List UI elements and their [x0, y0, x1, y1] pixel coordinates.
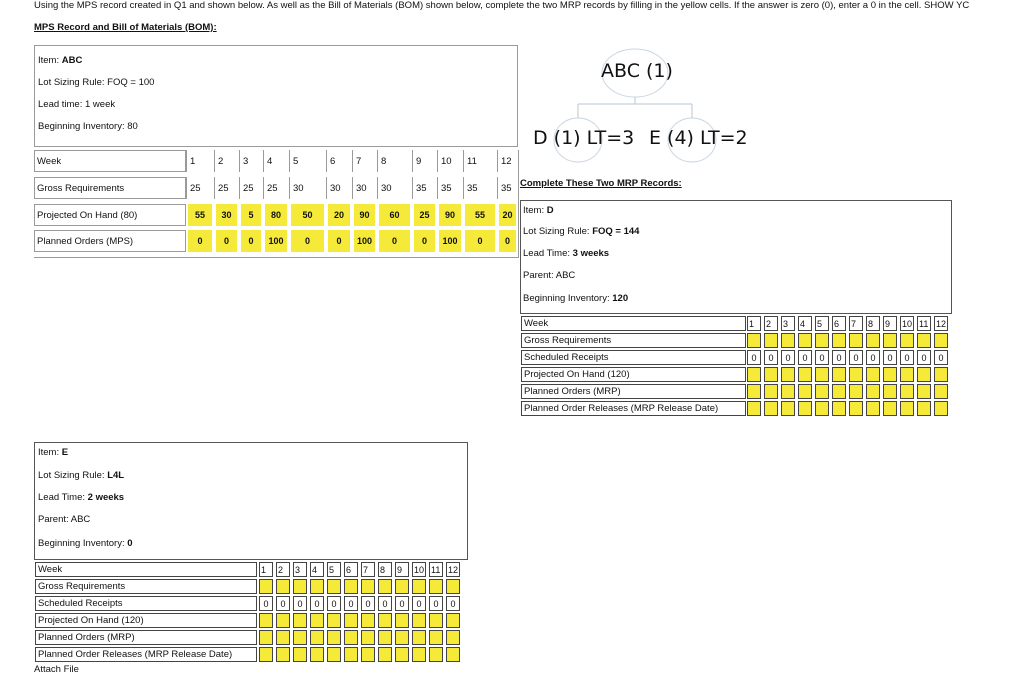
- mps-week-cell-12: 12: [497, 150, 518, 172]
- item-d-scheduled-cell-4: 0: [798, 350, 812, 365]
- item-e-input-cell-r3-w2[interactable]: [276, 613, 290, 628]
- mps-poh-cell-5: 50: [291, 204, 324, 226]
- item-d-scheduled-cell-9: 0: [883, 350, 897, 365]
- bom-child-e-label: E (4) LT=2: [649, 127, 748, 149]
- item-e-lead-value: 2 weeks: [87, 492, 125, 503]
- mps-planned-cell-7: 100: [354, 230, 375, 252]
- mps-week-cell-8: 8: [377, 150, 412, 172]
- item-e-input-cell-r4-w5[interactable]: [327, 630, 341, 645]
- item-d-input-cell-r4-w6[interactable]: [832, 384, 846, 399]
- item-e-input-cell-r5-w4[interactable]: [310, 647, 324, 662]
- item-d-input-cell-r1-w1[interactable]: [747, 333, 761, 348]
- item-d-input-cell-r5-w3[interactable]: [781, 401, 795, 416]
- item-d-beginning-inventory: [523, 293, 628, 304]
- bom-parent-label: ABC (1): [601, 60, 673, 82]
- item-e-scheduled-cell-1: 0: [259, 596, 273, 611]
- item-e-scheduled-cell-4: 0: [310, 596, 324, 611]
- item-e-scheduled-cell-6: 0: [344, 596, 358, 611]
- item-d-input-cell-r3-w10[interactable]: [900, 367, 914, 382]
- mps-planned-cell-9: 0: [414, 230, 435, 252]
- item-d-input-cell-r5-w1[interactable]: [747, 401, 761, 416]
- item-e-item-label: Item:: [38, 447, 60, 458]
- item-e-week-cell-3: 3: [293, 562, 307, 577]
- mps-row-week-label: Week: [34, 150, 186, 172]
- mps-gross-cell-8: 30: [377, 177, 412, 199]
- mps-lead-time: Lead time: 1 week: [38, 99, 116, 110]
- item-e-input-cell-r4-w11[interactable]: [429, 630, 443, 645]
- item-d-input-cell-r1-w11[interactable]: [917, 333, 931, 348]
- item-d-input-cell-r3-w6[interactable]: [832, 367, 846, 382]
- item-e-input-cell-r3-w8[interactable]: [378, 613, 392, 628]
- bom-child-d-label: D (1) LT=3: [533, 127, 635, 149]
- item-d-beg-value: 120: [612, 293, 629, 304]
- item-e-lot-sizing: [38, 470, 124, 481]
- mps-item-value: ABC: [61, 55, 83, 66]
- item-d-input-cell-r4-w3[interactable]: [781, 384, 795, 399]
- mps-poh-cell-11: 55: [465, 204, 495, 226]
- item-d-input-cell-r3-w5[interactable]: [815, 367, 829, 382]
- mps-week-cell-4: 4: [263, 150, 289, 172]
- item-d-input-cell-r5-w11[interactable]: [917, 401, 931, 416]
- item-d-input-cell-r4-w10[interactable]: [900, 384, 914, 399]
- attach-file-link[interactable]: Attach File: [34, 664, 79, 675]
- item-d-week-cell-9: 9: [883, 316, 897, 331]
- item-d-input-cell-r5-w2[interactable]: [764, 401, 778, 416]
- item-e-scheduled-cell-8: 0: [378, 596, 392, 611]
- item-e-row-label-5: Planned Order Releases (MRP Release Date): [35, 647, 257, 662]
- mps-planned-cell-3: 0: [241, 230, 261, 252]
- item-d-week-cell-5: 5: [815, 316, 829, 331]
- mps-section-title: MPS Record and Bill of Materials (BOM):: [34, 22, 217, 33]
- item-d-row-label-0: Week: [521, 316, 746, 331]
- item-e-input-cell-r1-w7[interactable]: [361, 579, 375, 594]
- item-e-input-cell-r5-w2[interactable]: [276, 647, 290, 662]
- item-d-row-label-5: Planned Order Releases (MRP Release Date): [521, 401, 746, 416]
- item-e-input-cell-r5-w12[interactable]: [446, 647, 460, 662]
- mps-week-cell-10: 10: [437, 150, 463, 172]
- item-d-item-label: Item:: [523, 205, 545, 216]
- item-d-input-cell-r3-w3[interactable]: [781, 367, 795, 382]
- item-e-input-cell-r3-w6[interactable]: [344, 613, 358, 628]
- item-d-input-cell-r1-w10[interactable]: [900, 333, 914, 348]
- mps-poh-cell-6: 20: [328, 204, 350, 226]
- item-d-input-cell-r3-w1[interactable]: [747, 367, 761, 382]
- item-e-input-cell-r3-w12[interactable]: [446, 613, 460, 628]
- item-d-week-cell-12: 12: [934, 316, 948, 331]
- mps-gross-cell-6: 30: [326, 177, 352, 199]
- item-e-scheduled-cell-5: 0: [327, 596, 341, 611]
- mps-poh-cell-1: 55: [188, 204, 212, 226]
- mps-poh-cell-10: 90: [439, 204, 461, 226]
- item-e-row-label-2: Scheduled Receipts: [35, 596, 257, 611]
- item-d-input-cell-r5-w12[interactable]: [934, 401, 948, 416]
- item-d-week-cell-4: 4: [798, 316, 812, 331]
- item-e-input-cell-r5-w10[interactable]: [412, 647, 426, 662]
- item-e-input-cell-r5-w1[interactable]: [259, 647, 273, 662]
- item-e-scheduled-cell-3: 0: [293, 596, 307, 611]
- item-e-scheduled-cell-2: 0: [276, 596, 290, 611]
- item-e-input-cell-r4-w12[interactable]: [446, 630, 460, 645]
- item-d-scheduled-cell-1: 0: [747, 350, 761, 365]
- item-d-week-cell-6: 6: [832, 316, 846, 331]
- item-e-input-cell-r1-w11[interactable]: [429, 579, 443, 594]
- item-d-input-cell-r4-w5[interactable]: [815, 384, 829, 399]
- mps-gross-cell-5: 30: [289, 177, 326, 199]
- mps-gross-cell-4: 25: [263, 177, 289, 199]
- item-e-scheduled-cell-10: 0: [412, 596, 426, 611]
- item-e-input-cell-r4-w1[interactable]: [259, 630, 273, 645]
- mps-planned-cell-10: 100: [439, 230, 461, 252]
- item-e-input-cell-r1-w2[interactable]: [276, 579, 290, 594]
- item-e-input-cell-r4-w9[interactable]: [395, 630, 409, 645]
- item-d-input-cell-r1-w2[interactable]: [764, 333, 778, 348]
- item-e-row-label-0: Week: [35, 562, 257, 577]
- item-e-input-cell-r5-w8[interactable]: [378, 647, 392, 662]
- item-e-scheduled-cell-7: 0: [361, 596, 375, 611]
- mps-poh-cell-7: 90: [354, 204, 375, 226]
- item-d-scheduled-cell-3: 0: [781, 350, 795, 365]
- item-d-scheduled-cell-11: 0: [917, 350, 931, 365]
- item-d-input-cell-r4-w9[interactable]: [883, 384, 897, 399]
- mps-row-planned-label: Planned Orders (MPS): [34, 230, 186, 252]
- item-d-scheduled-cell-12: 0: [934, 350, 948, 365]
- item-d-input-cell-r1-w6[interactable]: [832, 333, 846, 348]
- item-e-lot-label: Lot Sizing Rule:: [38, 470, 105, 481]
- item-d-input-cell-r5-w4[interactable]: [798, 401, 812, 416]
- item-e-input-cell-r4-w8[interactable]: [378, 630, 392, 645]
- mps-week-cell-3: 3: [239, 150, 263, 172]
- item-e-scheduled-cell-9: 0: [395, 596, 409, 611]
- item-d-input-cell-r1-w3[interactable]: [781, 333, 795, 348]
- mps-row-poh-label: Projected On Hand (80): [34, 204, 186, 226]
- item-e-input-cell-r4-w10[interactable]: [412, 630, 426, 645]
- item-e-input-cell-r4-w6[interactable]: [344, 630, 358, 645]
- item-e-input-cell-r1-w3[interactable]: [293, 579, 307, 594]
- item-e-input-cell-r3-w3[interactable]: [293, 613, 307, 628]
- item-e-input-cell-r5-w9[interactable]: [395, 647, 409, 662]
- mps-gross-cell-9: 35: [412, 177, 437, 199]
- item-d-input-cell-r5-w8[interactable]: [866, 401, 880, 416]
- mps-gross-cell-11: 35: [463, 177, 497, 199]
- item-d-lot-label: Lot Sizing Rule:: [523, 226, 590, 237]
- mps-week-cell-9: 9: [412, 150, 437, 172]
- item-d-input-cell-r5-w6[interactable]: [832, 401, 846, 416]
- item-e-input-cell-r5-w7[interactable]: [361, 647, 375, 662]
- mps-week-cell-6: 6: [326, 150, 352, 172]
- item-e-input-cell-r5-w5[interactable]: [327, 647, 341, 662]
- mps-week-cell-1: 1: [186, 150, 214, 172]
- item-e-week-cell-12: 12: [446, 562, 460, 577]
- mps-poh-cell-3: 5: [241, 204, 261, 226]
- mps-row-gross-label: Gross Requirements: [34, 177, 186, 199]
- item-d-input-cell-r5-w7[interactable]: [849, 401, 863, 416]
- item-d-input-cell-r3-w4[interactable]: [798, 367, 812, 382]
- item-d-lot-value: FOQ = 144: [592, 226, 640, 237]
- item-e-lead-label: Lead Time:: [38, 492, 85, 503]
- item-e-week-cell-5: 5: [327, 562, 341, 577]
- item-e-input-cell-r3-w5[interactable]: [327, 613, 341, 628]
- item-e-week-cell-7: 7: [361, 562, 375, 577]
- item-e-input-cell-r1-w4[interactable]: [310, 579, 324, 594]
- item-d-row-label-1: Gross Requirements: [521, 333, 746, 348]
- item-d-week-cell-3: 3: [781, 316, 795, 331]
- item-e-lot-value: L4L: [107, 470, 125, 481]
- item-e-input-cell-r4-w3[interactable]: [293, 630, 307, 645]
- item-d-week-cell-7: 7: [849, 316, 863, 331]
- item-e-item: [38, 447, 68, 458]
- item-d-input-cell-r3-w8[interactable]: [866, 367, 880, 382]
- item-e-scheduled-cell-12: 0: [446, 596, 460, 611]
- item-d-week-cell-2: 2: [764, 316, 778, 331]
- item-e-beginning-inventory: [38, 538, 133, 549]
- item-d-scheduled-cell-6: 0: [832, 350, 846, 365]
- item-e-input-cell-r1-w8[interactable]: [378, 579, 392, 594]
- mps-poh-cell-12: 20: [499, 204, 516, 226]
- mps-week-cell-2: 2: [214, 150, 239, 172]
- item-e-input-cell-r3-w4[interactable]: [310, 613, 324, 628]
- item-d-input-cell-r1-w7[interactable]: [849, 333, 863, 348]
- item-d-scheduled-cell-10: 0: [900, 350, 914, 365]
- item-d-row-label-2: Scheduled Receipts: [521, 350, 746, 365]
- mps-planned-cell-1: 0: [188, 230, 212, 252]
- item-e-input-cell-r1-w12[interactable]: [446, 579, 460, 594]
- item-d-scheduled-cell-7: 0: [849, 350, 863, 365]
- item-e-row-label-4: Planned Orders (MRP): [35, 630, 257, 645]
- item-d-week-cell-1: 1: [747, 316, 761, 331]
- mps-poh-cell-4: 80: [265, 204, 287, 226]
- mps-week-cell-7: 7: [352, 150, 377, 172]
- item-d-input-cell-r1-w12[interactable]: [934, 333, 948, 348]
- mps-gross-cell-7: 30: [352, 177, 377, 199]
- item-e-input-cell-r3-w7[interactable]: [361, 613, 375, 628]
- mps-gross-cell-1: 25: [186, 177, 214, 199]
- item-d-input-cell-r4-w1[interactable]: [747, 384, 761, 399]
- item-e-input-cell-r5-w6[interactable]: [344, 647, 358, 662]
- item-d-week-cell-11: 11: [917, 316, 931, 331]
- item-d-item-value: D: [546, 205, 554, 216]
- item-e-input-cell-r4-w7[interactable]: [361, 630, 375, 645]
- item-d-input-cell-r5-w10[interactable]: [900, 401, 914, 416]
- mps-planned-cell-4: 100: [265, 230, 287, 252]
- mps-poh-cell-9: 25: [414, 204, 435, 226]
- mps-planned-cell-11: 0: [465, 230, 495, 252]
- mps-item: [38, 55, 82, 66]
- item-e-item-value: E: [61, 447, 69, 458]
- mps-beginning-inventory: Beginning Inventory: 80: [38, 121, 138, 132]
- item-e-week-cell-1: 1: [259, 562, 273, 577]
- item-e-row-label-3: Projected On Hand (120): [35, 613, 257, 628]
- mps-planned-cell-12: 0: [499, 230, 516, 252]
- item-e-input-cell-r1-w9[interactable]: [395, 579, 409, 594]
- item-d-lead-value: 3 weeks: [572, 248, 610, 259]
- item-e-input-cell-r1-w5[interactable]: [327, 579, 341, 594]
- mrp-section-title: Complete These Two MRP Records:: [520, 178, 682, 189]
- item-d-input-cell-r5-w9[interactable]: [883, 401, 897, 416]
- item-d-item: [523, 205, 554, 216]
- item-d-input-cell-r3-w2[interactable]: [764, 367, 778, 382]
- item-e-input-cell-r5-w11[interactable]: [429, 647, 443, 662]
- item-e-input-cell-r4-w4[interactable]: [310, 630, 324, 645]
- item-d-input-cell-r4-w4[interactable]: [798, 384, 812, 399]
- item-e-beg-label: Beginning Inventory:: [38, 538, 125, 549]
- mps-gross-cell-10: 35: [437, 177, 463, 199]
- item-e-input-cell-r5-w3[interactable]: [293, 647, 307, 662]
- mps-planned-cell-6: 0: [328, 230, 350, 252]
- mps-item-label: Item:: [38, 55, 60, 66]
- item-d-parent: Parent: ABC: [523, 270, 576, 281]
- item-d-input-cell-r1-w5[interactable]: [815, 333, 829, 348]
- item-d-input-cell-r1-w4[interactable]: [798, 333, 812, 348]
- item-d-input-cell-r3-w7[interactable]: [849, 367, 863, 382]
- item-e-scheduled-cell-11: 0: [429, 596, 443, 611]
- item-e-input-cell-r3-w1[interactable]: [259, 613, 273, 628]
- item-d-week-cell-10: 10: [900, 316, 914, 331]
- item-d-scheduled-cell-5: 0: [815, 350, 829, 365]
- item-e-week-cell-9: 9: [395, 562, 409, 577]
- item-d-beg-label: Beginning Inventory:: [523, 293, 610, 304]
- item-d-input-cell-r3-w12[interactable]: [934, 367, 948, 382]
- item-e-beg-value: 0: [127, 538, 133, 549]
- mps-planned-cell-8: 0: [379, 230, 410, 252]
- mps-poh-cell-2: 30: [216, 204, 237, 226]
- mps-lot-sizing: Lot Sizing Rule: FOQ = 100: [38, 77, 155, 88]
- mps-planned-cell-2: 0: [216, 230, 237, 252]
- instructions-text: Using the MPS record created in Q1 and shown below. As well as the Bill of Materials (BOM) shown below, complete the two MRP records by filling in the yellow cells. If the answer is zero (0), enter a 0 in the cell. SHOW YC: [34, 0, 970, 11]
- item-d-scheduled-cell-8: 0: [866, 350, 880, 365]
- item-d-input-cell-r4-w12[interactable]: [934, 384, 948, 399]
- mps-gross-cell-12: 35: [497, 177, 518, 199]
- item-e-lead-time: [38, 492, 124, 503]
- item-d-lot-sizing: [523, 226, 639, 237]
- mps-gross-cell-3: 25: [239, 177, 263, 199]
- item-d-scheduled-cell-2: 0: [764, 350, 778, 365]
- item-d-lead-label: Lead Time:: [523, 248, 570, 259]
- mps-table: [34, 150, 519, 258]
- item-d-input-cell-r5-w5[interactable]: [815, 401, 829, 416]
- item-d-input-cell-r4-w7[interactable]: [849, 384, 863, 399]
- item-d-input-cell-r4-w11[interactable]: [917, 384, 931, 399]
- item-d-input-cell-r3-w11[interactable]: [917, 367, 931, 382]
- item-d-input-cell-r1-w8[interactable]: [866, 333, 880, 348]
- item-d-lead-time: [523, 248, 609, 259]
- item-e-input-cell-r3-w10[interactable]: [412, 613, 426, 628]
- mps-poh-cell-8: 60: [379, 204, 410, 226]
- item-d-week-cell-8: 8: [866, 316, 880, 331]
- item-e-week-cell-10: 10: [412, 562, 426, 577]
- item-e-input-cell-r3-w9[interactable]: [395, 613, 409, 628]
- item-e-parent: Parent: ABC: [38, 514, 91, 525]
- item-e-week-cell-8: 8: [378, 562, 392, 577]
- item-d-input-cell-r4-w2[interactable]: [764, 384, 778, 399]
- item-e-week-cell-2: 2: [276, 562, 290, 577]
- item-e-input-cell-r4-w2[interactable]: [276, 630, 290, 645]
- mps-gross-cell-2: 25: [214, 177, 239, 199]
- item-d-input-cell-r1-w9[interactable]: [883, 333, 897, 348]
- item-e-input-cell-r1-w10[interactable]: [412, 579, 426, 594]
- item-d-input-cell-r4-w8[interactable]: [866, 384, 880, 399]
- item-e-week-cell-11: 11: [429, 562, 443, 577]
- item-e-week-cell-4: 4: [310, 562, 324, 577]
- mps-week-cell-11: 11: [463, 150, 497, 172]
- item-e-input-cell-r3-w11[interactable]: [429, 613, 443, 628]
- item-e-input-cell-r1-w6[interactable]: [344, 579, 358, 594]
- mps-planned-cell-5: 0: [291, 230, 324, 252]
- item-e-input-cell-r1-w1[interactable]: [259, 579, 273, 594]
- mps-week-cell-5: 5: [289, 150, 326, 172]
- item-d-row-label-4: Planned Orders (MRP): [521, 384, 746, 399]
- item-d-row-label-3: Projected On Hand (120): [521, 367, 746, 382]
- item-e-week-cell-6: 6: [344, 562, 358, 577]
- item-e-row-label-1: Gross Requirements: [35, 579, 257, 594]
- item-d-input-cell-r3-w9[interactable]: [883, 367, 897, 382]
